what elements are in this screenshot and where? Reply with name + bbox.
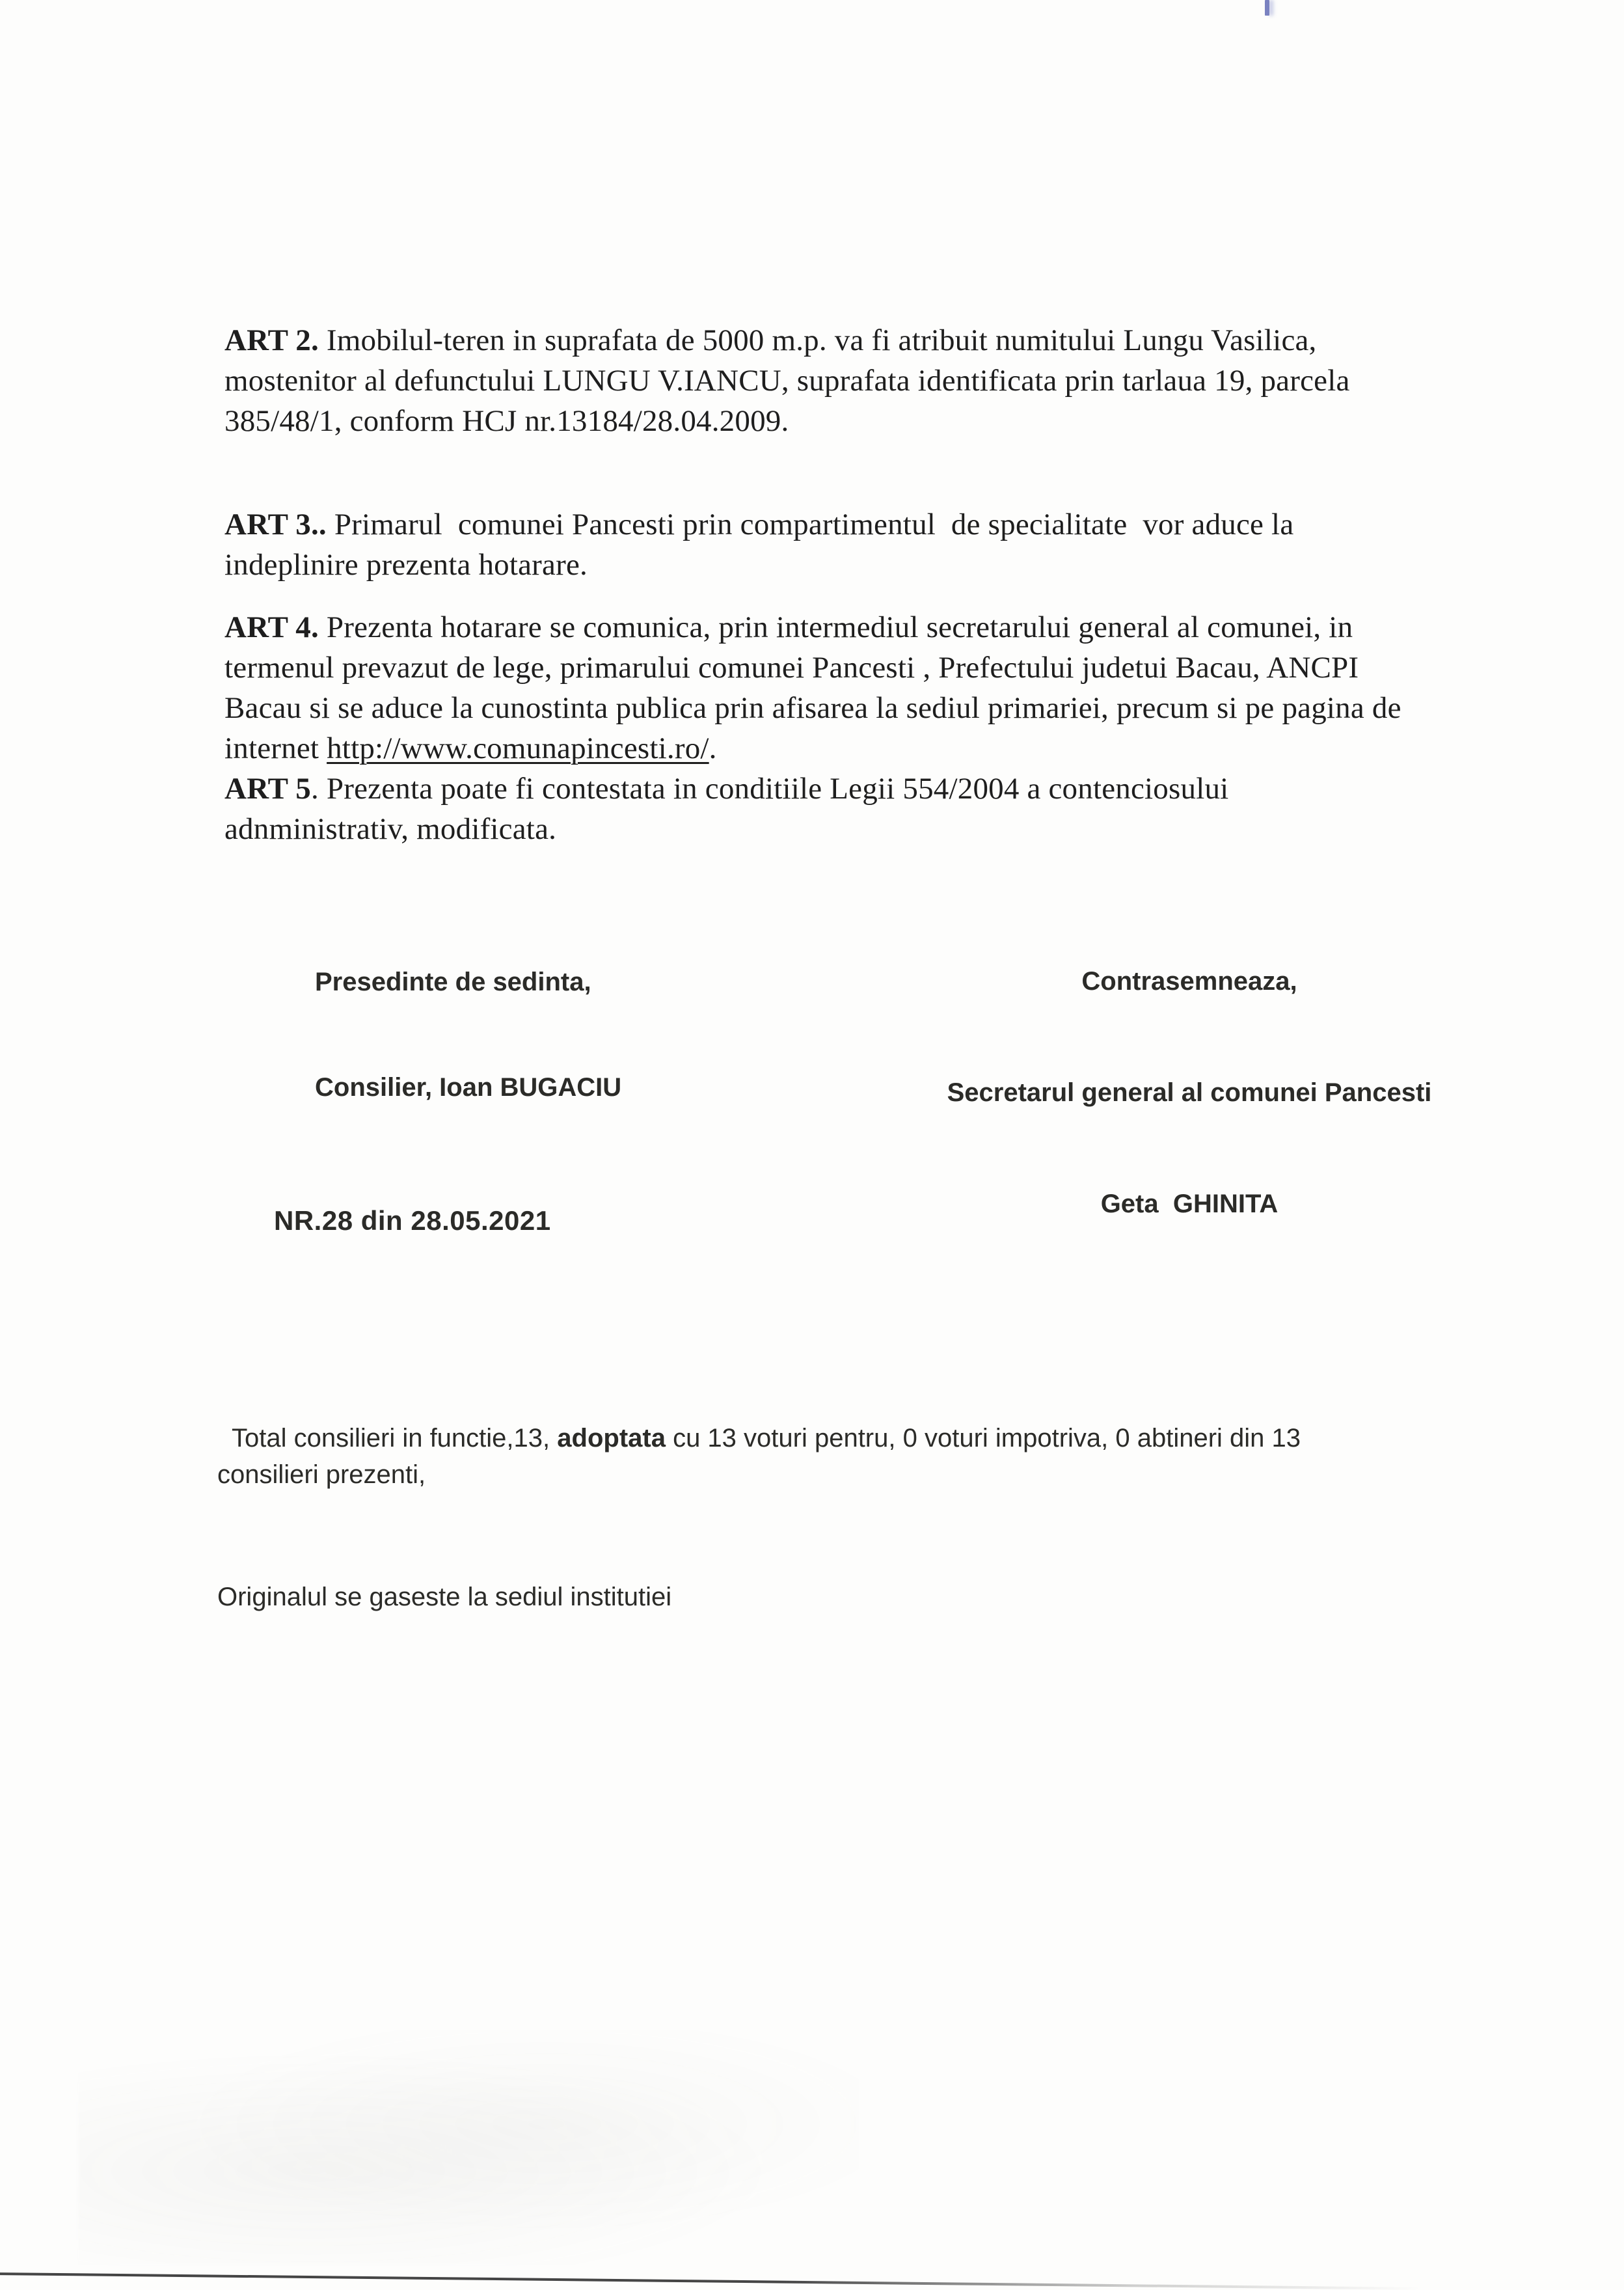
scan-artifact-tick: [1265, 0, 1269, 16]
vote-summary-adopted: adoptata: [557, 1424, 666, 1452]
original-note: Originalul se gaseste la sediul institutiei: [217, 1583, 672, 1611]
signature-secretary-name: Geta GHINITA: [1100, 1190, 1279, 1218]
article-art3-text: Primarul comunei Pancesti prin compartimentul de specialitate vor aduce la indeplinire prezenta hotarare.: [224, 508, 1302, 582]
article-art5-label: ART 5: [224, 772, 311, 806]
article-art5: [224, 769, 1414, 849]
article-art4-label: ART 4.: [224, 610, 319, 644]
article-art4-text-before: Prezenta hotarare se comunica, prin intermediul secretarului general al comunei, in termenul prevazut de lege, primarului comunei Pancesti , Prefectului judetui Bacau, ANCPI Bacau si se aduce la cunostinta publica prin afisarea la sediul primariei, precum si pe pagina de internet: [224, 610, 1409, 765]
article-art5-text: . Prezenta poate fi contestata in conditiile Legii 554/2004 a contenciosului adnministrativ, modificata.: [224, 772, 1237, 846]
signature-president: [315, 894, 621, 1175]
article-art4: [224, 607, 1414, 769]
signature-secretary: [916, 889, 1463, 1297]
signature-secretary-countersign: Contrasemneaza,: [1081, 967, 1297, 996]
signature-secretary-title: Secretarul general al comunei Pancesti: [947, 1078, 1432, 1107]
vote-summary: [217, 1420, 1407, 1493]
signature-president-name: Consilier, Ioan BUGACIU: [315, 1073, 622, 1102]
article-art3-label: ART 3..: [224, 508, 327, 541]
article-art2-text: Imobilul-teren in suprafata de 5000 m.p. va fi atribuit numitului Lungu Vasilica, mostenitor al defunctului LUNGU V.IANCU, suprafata identificata prin tarlaua 19, parcela 385/48/1, conform HCJ nr.13184/28.04.2009.: [224, 323, 1358, 438]
article-art2-label: ART 2.: [224, 323, 319, 357]
article-art3: [224, 504, 1414, 585]
vote-summary-before: Total consilieri in functie,13,: [232, 1424, 558, 1452]
vote-summary-after: cu 13 voturi pentru, 0 voturi impotriva, 0 abtineri din 13 consilieri prezenti,: [217, 1424, 1308, 1489]
decision-number: NR.28 din 28.05.2021: [274, 1205, 551, 1236]
scan-bottom-edge: [0, 2272, 1421, 2290]
article-art2: [224, 320, 1414, 441]
signature-president-title: Presedinte de sedinta,: [315, 968, 591, 996]
scan-noise: [78, 2030, 859, 2265]
website-link[interactable]: http://www.comunapincesti.ro/: [327, 731, 709, 765]
article-art4-text-after: .: [709, 731, 717, 765]
